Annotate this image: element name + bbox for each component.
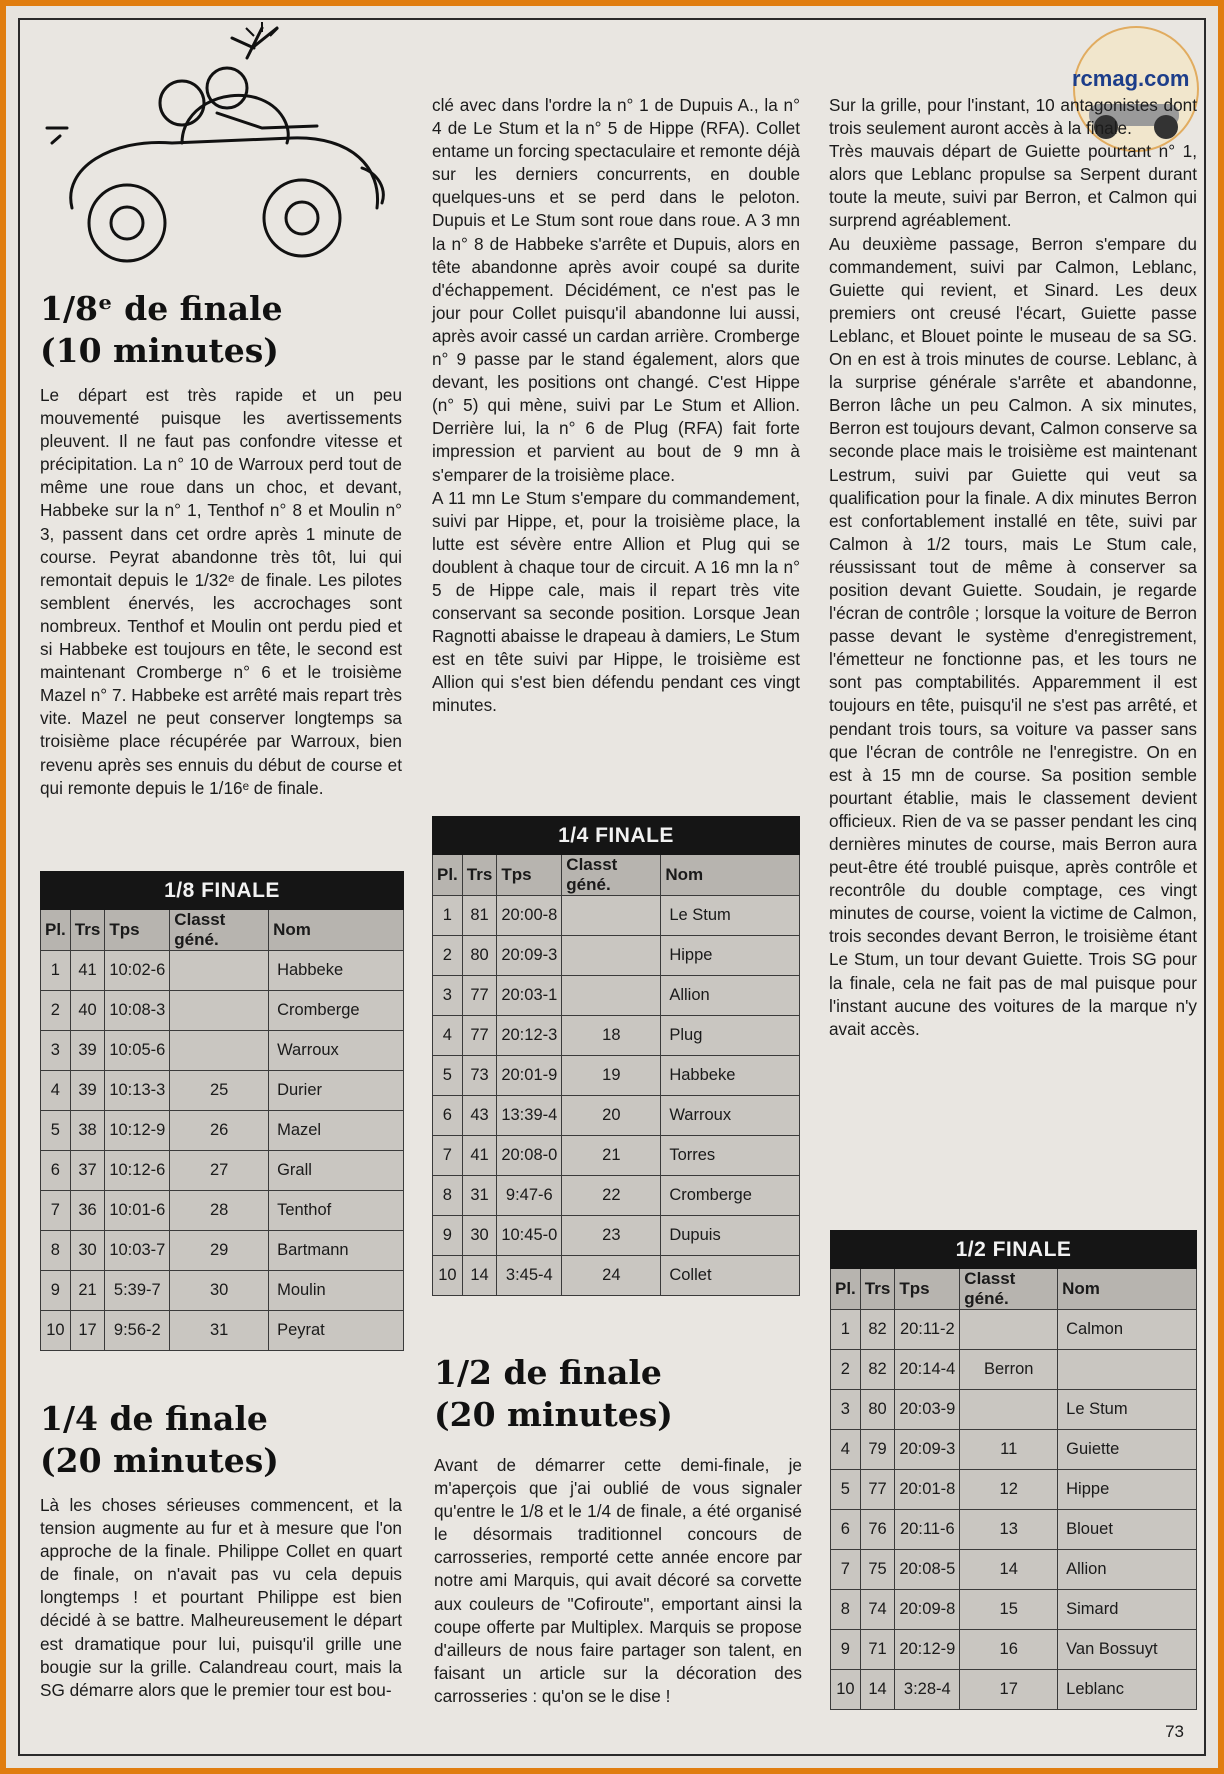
- table-cell: 41: [462, 1136, 497, 1176]
- table-cell: 2: [41, 991, 71, 1031]
- table-row: [433, 1216, 800, 1256]
- table-cell: Allion: [1058, 1550, 1197, 1590]
- table-cell: Moulin: [269, 1271, 404, 1311]
- table-cell: 13:39-4: [497, 1096, 562, 1136]
- table-cell: 10:13-3: [105, 1071, 170, 1111]
- column-header: Classt géné.: [960, 1269, 1058, 1310]
- column-header: Classt géné.: [562, 855, 661, 896]
- table-cell: 80: [860, 1390, 895, 1430]
- table-cell: 20:09-3: [895, 1430, 960, 1470]
- table-cell: 75: [860, 1550, 895, 1590]
- table-cell: 8: [831, 1590, 861, 1630]
- table-cell: Warroux: [661, 1096, 800, 1136]
- table-cell: 9: [831, 1630, 861, 1670]
- table-cell: 10:03-7: [105, 1231, 170, 1271]
- table-row: [41, 1311, 404, 1351]
- table-cell: 82: [860, 1310, 895, 1350]
- table-cell: Calmon: [1058, 1310, 1197, 1350]
- table-cell: Allion: [661, 976, 800, 1016]
- paragraph: Avant de démarrer cette demi-finale, je m'aperçois que j'ai oublié de vous signaler qu'entre le 1/8 et le 1/4 de finale, a été organisé le désormais traditionnel concours de carrosseries, remporté cette année encore par notre ami Marquis, qui avait décoré sa corvette aux couleurs de "Cofiroute", emportant ainsi la coupe offerte par Multiplex. Marquis se propose d'ailleurs de nous faire partager son talent, en faisant un article sur la décoration des carrosseries : qu'on se le dise !: [434, 1455, 802, 1706]
- table-cell: 8: [41, 1231, 71, 1271]
- cartoon-car-illustration: [32, 18, 402, 288]
- table-cell: 20:11-6: [895, 1510, 960, 1550]
- table-cell: 14: [860, 1670, 895, 1710]
- table-row: [433, 1016, 800, 1056]
- paragraph: Très mauvais départ de Guiette pourtant n° 1, alors que Leblanc propulse sa Serpent durant toute la meute, suivi par Berron, et Calmon qui surprend agréablement.: [829, 141, 1197, 231]
- table-cell: 10: [831, 1670, 861, 1710]
- table-cell: 13: [960, 1510, 1058, 1550]
- table-cell: 7: [831, 1550, 861, 1590]
- table-cell: 6: [433, 1096, 463, 1136]
- table-cell: 1: [433, 896, 463, 936]
- table-cell: Grall: [269, 1151, 404, 1191]
- table-cell: [562, 936, 661, 976]
- logo-text: rcmag.com: [1072, 66, 1190, 91]
- heading-eighth-final: [40, 288, 402, 372]
- table-cell: Cromberge: [661, 1176, 800, 1216]
- table-cell: 77: [462, 1016, 497, 1056]
- table-caption: 1/8 FINALE: [41, 872, 404, 910]
- heading-line: 1/2 de finale: [434, 1353, 662, 1392]
- table-cell: 10:45-0: [497, 1216, 562, 1256]
- table-cell: 12: [960, 1470, 1058, 1510]
- table-cell: Van Bossuyt: [1058, 1630, 1197, 1670]
- table-cell: 20:00-8: [497, 896, 562, 936]
- heading-line: (20 minutes): [434, 1395, 673, 1434]
- table-cell: 30: [462, 1216, 497, 1256]
- table-row: [41, 991, 404, 1031]
- table-cell: 30: [70, 1231, 105, 1271]
- table-cell: 71: [860, 1630, 895, 1670]
- table-cell: 3: [41, 1031, 71, 1071]
- column-3: [829, 94, 1197, 1041]
- table-cell: 20:09-8: [895, 1590, 960, 1630]
- table-cell: 23: [562, 1216, 661, 1256]
- table-cell: 27: [170, 1151, 269, 1191]
- table-cell: 30: [170, 1271, 269, 1311]
- table-cell: 82: [860, 1350, 895, 1390]
- column-header: Tps: [105, 910, 170, 951]
- table-cell: 4: [41, 1071, 71, 1111]
- table-cell: [960, 1310, 1058, 1350]
- table-caption: 1/4 FINALE: [433, 817, 800, 855]
- table-cell: 20:01-8: [895, 1470, 960, 1510]
- table-cell: 37: [70, 1151, 105, 1191]
- paragraph: clé avec dans l'ordre la n° 1 de Dupuis A., la n° 4 de Le Stum et la n° 5 de Hippe (RFA). Collet entame un forcing spectaculaire et remonte déjà sur les derniers concurrents, en double quelques-uns et se perd dans le peloton. Dupuis et Le Stum sont roue dans roue. A 3 mn la n° 8 de Habbeke s'arrête et Dupuis, alors en tête abandonne après avoir coupé sa durite d'échappement. Décidément, ce n'est pas le jour pour Collet puisqu'il abandonne lui aussi, après avoir cassé un cardan arrière. Cromberge n° 9 passe par le stand également, alors que devant, les positions ont changé. C'est Hippe (n° 5) qui mène, suivi par Le Stum et Allion. Derrière lui, la n° 6 de Plug (RFA) fait forte impression et parvient au bout de 9 mn à s'emparer de la troisième place.: [432, 95, 800, 485]
- table-cell: 81: [462, 896, 497, 936]
- table-row: [831, 1470, 1197, 1510]
- table-cell: 20:08-0: [497, 1136, 562, 1176]
- table-cell: 31: [170, 1311, 269, 1351]
- table-cell: 20: [562, 1096, 661, 1136]
- table-cell: 3: [433, 976, 463, 1016]
- table-cell: Mazel: [269, 1111, 404, 1151]
- table-cell: [170, 951, 269, 991]
- table-cell: 74: [860, 1590, 895, 1630]
- paragraph: Le départ est très rapide et un peu mouvementé puisque les avertissements pleuvent. Il ne faut pas confondre vitesse et précipitation. La n° 10 de Warroux perd tout de même une roue dans un choc, et devant, Habbeke sur la n° 1, Tenthof n° 8 et Moulin n° 3, passent dans cet ordre après 1 minute de course. Peyrat abandonne très tôt, lui qui remontait depuis le 1/32ᵉ de finale. Les pilotes semblent énervés, les accrochages sont nombreux. Tenthof et Moulin ont perdu pied et si Habbeke est toujours en tête, le second est maintenant Cromberge n° 6 et le troisième Mazel n° 7. Habbeke est arrêté mais repart très vite. Mazel ne peut conserver longtemps sa troisième place récupérée par Warroux, bien revenu après ses ennuis du début de course et qui remonte depuis le 1/16ᵉ de finale.: [40, 385, 402, 798]
- column-header: Nom: [661, 855, 800, 896]
- table-cell: 41: [70, 951, 105, 991]
- table-cell: 38: [70, 1111, 105, 1151]
- table-cell: [960, 1390, 1058, 1430]
- heading-line: (10 minutes): [40, 331, 279, 370]
- table-cell: 10:12-9: [105, 1111, 170, 1151]
- page-number: 73: [1165, 1722, 1184, 1741]
- table-cell: Leblanc: [1058, 1670, 1197, 1710]
- table-cell: 5: [433, 1056, 463, 1096]
- table-cell: 20:03-9: [895, 1390, 960, 1430]
- table-row: [831, 1590, 1197, 1630]
- table-cell: 15: [960, 1590, 1058, 1630]
- table-cell: 14: [960, 1550, 1058, 1590]
- table-cell: 25: [170, 1071, 269, 1111]
- table-row: [41, 1271, 404, 1311]
- table-cell: 76: [860, 1510, 895, 1550]
- column-header: Pl.: [831, 1269, 861, 1310]
- table-cell: 5: [41, 1111, 71, 1151]
- results-table-semi-final: [830, 1230, 1197, 1710]
- table-cell: Blouet: [1058, 1510, 1197, 1550]
- table-cell: 14: [462, 1256, 497, 1296]
- table-cell: 24: [562, 1256, 661, 1296]
- table-cell: 20:03-1: [497, 976, 562, 1016]
- table-cell: 6: [41, 1151, 71, 1191]
- table-cell: 10: [433, 1256, 463, 1296]
- table-cell: Berron: [960, 1350, 1058, 1390]
- table-cell: 11: [960, 1430, 1058, 1470]
- column-header: Nom: [1058, 1269, 1197, 1310]
- table-row: [41, 1231, 404, 1271]
- heading-semi-final: [434, 1352, 802, 1436]
- table-cell: 73: [462, 1056, 497, 1096]
- column-2: [432, 94, 800, 718]
- table-cell: 17: [70, 1311, 105, 1351]
- table-cell: 43: [462, 1096, 497, 1136]
- table-cell: Dupuis: [661, 1216, 800, 1256]
- heading-line: 1/8ᵉ de finale: [40, 289, 283, 328]
- table-cell: Collet: [661, 1256, 800, 1296]
- results-table-quarter-final: [432, 816, 800, 1296]
- table-cell: 4: [433, 1016, 463, 1056]
- table-cell: 21: [562, 1136, 661, 1176]
- table-row: [433, 896, 800, 936]
- paragraph: A 11 mn Le Stum s'empare du commandement, suivi par Hippe, et, pour la troisième place, la lutte est sévère entre Allion et Plug qui se doublent à chaque tour de circuit. A 16 mn la n° 5 de Hippe cale, mais il repart très vite conservant sa seconde position. Lorsque Jean Ragnotti abaisse le drapeau à damiers, Le Stum est en tête suivi par Hippe, le troisième est Allion qui s'est bien défendu pendant ces vingt minutes.: [432, 487, 800, 716]
- table-row: [831, 1510, 1197, 1550]
- column-header: Trs: [462, 855, 497, 896]
- column-header: Tps: [895, 1269, 960, 1310]
- table-row: [41, 1031, 404, 1071]
- table-row: [831, 1630, 1197, 1670]
- table-cell: [562, 976, 661, 1016]
- table-cell: Hippe: [1058, 1470, 1197, 1510]
- table-row: [433, 1176, 800, 1216]
- table-cell: [170, 1031, 269, 1071]
- table-cell: 20:12-3: [497, 1016, 562, 1056]
- table-cell: 1: [831, 1310, 861, 1350]
- table-cell: Guiette: [1058, 1430, 1197, 1470]
- table-cell: 80: [462, 936, 497, 976]
- table-cell: 18: [562, 1016, 661, 1056]
- results-table-eighth-final: [40, 871, 404, 1351]
- table-cell: [562, 896, 661, 936]
- column-header: Tps: [497, 855, 562, 896]
- table-cell: 5: [831, 1470, 861, 1510]
- table-cell: 77: [462, 976, 497, 1016]
- table-cell: 9: [433, 1216, 463, 1256]
- column-1-lower: [40, 1398, 402, 1702]
- table-cell: Torres: [661, 1136, 800, 1176]
- table-cell: 2: [433, 936, 463, 976]
- table-cell: 39: [70, 1031, 105, 1071]
- table-cell: 3: [831, 1390, 861, 1430]
- table-cell: [170, 991, 269, 1031]
- table-cell: 10:02-6: [105, 951, 170, 991]
- table-row: [433, 1136, 800, 1176]
- table-cell: 20:12-9: [895, 1630, 960, 1670]
- table-cell: 7: [41, 1191, 71, 1231]
- table-cell: 31: [462, 1176, 497, 1216]
- table-cell: Warroux: [269, 1031, 404, 1071]
- table-cell: 20:09-3: [497, 936, 562, 976]
- table-cell: 4: [831, 1430, 861, 1470]
- table-cell: 16: [960, 1630, 1058, 1670]
- column-header: Trs: [70, 910, 105, 951]
- table-cell: 20:08-5: [895, 1550, 960, 1590]
- table-cell: 6: [831, 1510, 861, 1550]
- table-cell: 40: [70, 991, 105, 1031]
- table-cell: 22: [562, 1176, 661, 1216]
- column-header: Classt géné.: [170, 910, 269, 951]
- column-2-lower: [434, 1352, 802, 1708]
- table-cell: 20:11-2: [895, 1310, 960, 1350]
- table-cell: 19: [562, 1056, 661, 1096]
- table-cell: 5:39-7: [105, 1271, 170, 1311]
- table-cell: 10:12-6: [105, 1151, 170, 1191]
- table-cell: 7: [433, 1136, 463, 1176]
- table-row: [433, 1096, 800, 1136]
- table-cell: 3:28-4: [895, 1670, 960, 1710]
- table-cell: 79: [860, 1430, 895, 1470]
- table-cell: Tenthof: [269, 1191, 404, 1231]
- paragraph: Au deuxième passage, Berron s'empare du commandement, suivi par Calmon, Leblanc, Guiette qui revient, et Sinard. Les deux premiers ont creusé l'écart, Guiette passe Leblanc, et Blouet pointe le museau de sa SG. On en est à trois minutes de course. Leblanc, à la surprise générale s'arrête et abandonne, Berron lâche un peu Calmon. A six minutes, Berron est toujours devant, Calmon conserve sa seconde place mais le troisième est maintenant Lestrum, suivi par Guiette qui veut sa qualification pour la finale. A dix minutes Berron est confortablement installé en tête, suivi par Calmon à 1/2 tours, mais Le Stum cale, réussissant tout de même à conserver sa position devant Guiette. Soudain, je regarde l'écran de contrôle ; lorsque la voiture de Berron passe devant le système d'enregistrement, l'émetteur ne fonctionne pas, et les tours ne sont pas comptabilités. Apparemment il est toujours en tête, puisqu'il ne s'est pas arrêté, et pendant trois tours, sa voiture va passer sans que l'écran de contrôle ne l'enregistre. On en est à 15 mn de course. Sa position semble pourtant établie, mais le classement devient officieux. Rien de va se passer pendant les cinq dernières minutes de course, mais Berron aura peut-être été troublé puisque, après contrôle et recontrôle du double comptage, ces vingt minutes de course, voient la victime de Calmon, trois secondes devant Berron, le troisième étant Le Stum, un tour devant Guiette. Trois SG pour la finale, cela ne fait pas de mal puisque pour l'instant aucune des voitures de la marque n'y avait accès.: [829, 233, 1197, 1039]
- table-cell: Le Stum: [661, 896, 800, 936]
- table-row: [831, 1550, 1197, 1590]
- table-row: [433, 936, 800, 976]
- table-cell: Le Stum: [1058, 1390, 1197, 1430]
- table-cell: 10:08-3: [105, 991, 170, 1031]
- table-row: [831, 1670, 1197, 1710]
- table-cell: 9:56-2: [105, 1311, 170, 1351]
- table-row: [433, 1256, 800, 1296]
- table-cell: 36: [70, 1191, 105, 1231]
- table-row: [433, 976, 800, 1016]
- column-header: Pl.: [41, 910, 71, 951]
- table-row: [831, 1390, 1197, 1430]
- table-cell: 20:01-9: [497, 1056, 562, 1096]
- table-cell: 77: [860, 1470, 895, 1510]
- table-cell: 17: [960, 1670, 1058, 1710]
- column-header: Nom: [269, 910, 404, 951]
- table-cell: 2: [831, 1350, 861, 1390]
- table-cell: Plug: [661, 1016, 800, 1056]
- column-header: Pl.: [433, 855, 463, 896]
- table-cell: Bartmann: [269, 1231, 404, 1271]
- table-cell: 8: [433, 1176, 463, 1216]
- table-row: [831, 1310, 1197, 1350]
- table-cell: 28: [170, 1191, 269, 1231]
- table-row: [41, 1111, 404, 1151]
- table-cell: 10:01-6: [105, 1191, 170, 1231]
- table-cell: 9:47-6: [497, 1176, 562, 1216]
- column-header: Trs: [860, 1269, 895, 1310]
- heading-line: 1/4 de finale: [40, 1399, 268, 1438]
- table-cell: 21: [70, 1271, 105, 1311]
- table-row: [41, 951, 404, 991]
- table-cell: 10:05-6: [105, 1031, 170, 1071]
- table-row: [41, 1071, 404, 1111]
- table-cell: 29: [170, 1231, 269, 1271]
- table-row: [433, 1056, 800, 1096]
- table-cell: 3:45-4: [497, 1256, 562, 1296]
- table-cell: 10: [41, 1311, 71, 1351]
- column-1: [40, 288, 402, 800]
- heading-line: (20 minutes): [40, 1441, 279, 1480]
- table-cell: 1: [41, 951, 71, 991]
- table-cell: Habbeke: [661, 1056, 800, 1096]
- table-cell: 39: [70, 1071, 105, 1111]
- table-cell: Peyrat: [269, 1311, 404, 1351]
- table-row: [831, 1430, 1197, 1470]
- table-cell: 20:14-4: [895, 1350, 960, 1390]
- paragraph: Sur la grille, pour l'instant, 10 antagonistes dont trois seulement auront accès à la finale.: [829, 95, 1197, 139]
- table-cell: Durier: [269, 1071, 404, 1111]
- table-cell: 26: [170, 1111, 269, 1151]
- table-cell: Cromberge: [269, 991, 404, 1031]
- table-row: [831, 1350, 1197, 1390]
- table-cell: [1058, 1350, 1197, 1390]
- table-cell: Simard: [1058, 1590, 1197, 1630]
- paragraph: Là les choses sérieuses commencent, et la tension augmente au fur et à mesure que l'on approche de la finale. Philippe Collet en quart de finale, on n'avait pas vu cela depuis longtemps ! et pourtant Philippe est bien décidé à se battre. Malheureusement le départ est dramatique pour lui, puisqu'il grille une bougie sur la grille. Calandreau court, mais la SG démarre alors que le premier tour est bou-: [40, 1495, 402, 1700]
- table-cell: Hippe: [661, 936, 800, 976]
- table-caption: 1/2 FINALE: [831, 1231, 1197, 1269]
- heading-quarter-final: [40, 1398, 402, 1482]
- table-cell: Habbeke: [269, 951, 404, 991]
- table-row: [41, 1151, 404, 1191]
- table-cell: 9: [41, 1271, 71, 1311]
- table-row: [41, 1191, 404, 1231]
